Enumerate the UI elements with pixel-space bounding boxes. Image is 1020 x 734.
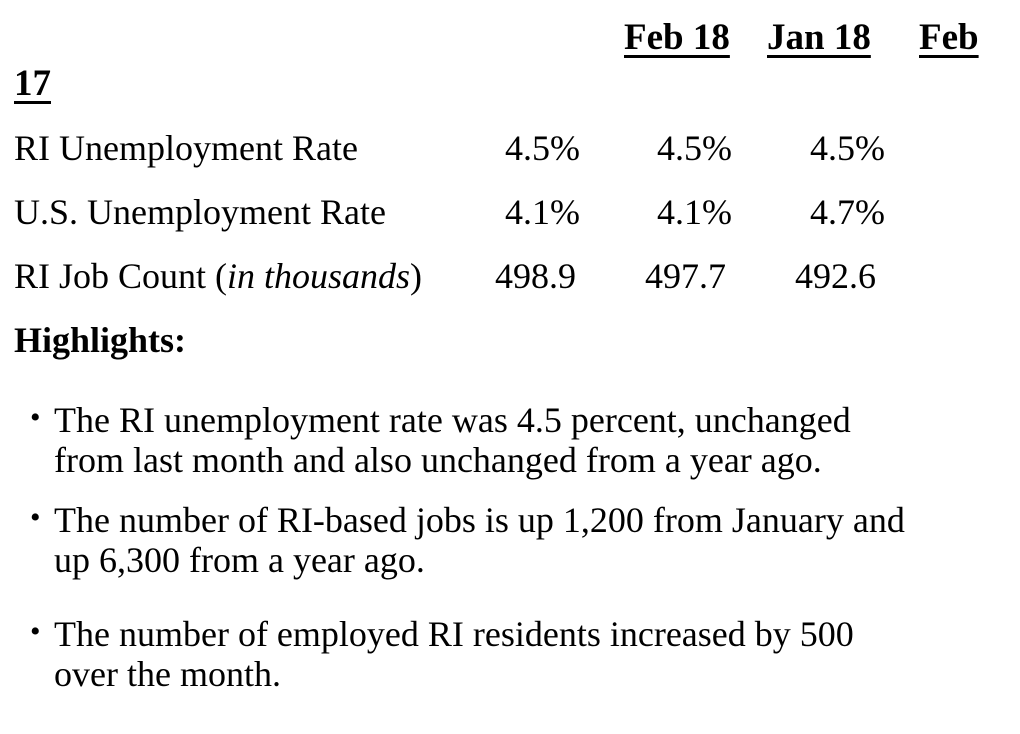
highlight-item-line: The number of RI-based jobs is up 1,200 from January and bbox=[54, 500, 905, 540]
row-label-us-unemployment: U.S. Unemployment Rate bbox=[14, 192, 386, 232]
cell-ri-unemployment-feb18: 4.5% bbox=[505, 128, 580, 168]
column-header-feb18: Feb 18 bbox=[624, 17, 730, 58]
highlight-item-text bbox=[54, 614, 1014, 694]
cell-ri-unemployment-jan18: 4.5% bbox=[657, 128, 732, 168]
highlight-item-line: The number of employed RI residents increased by 500 bbox=[54, 614, 854, 654]
highlight-item-line: over the month. bbox=[54, 654, 281, 694]
bullet-icon: • bbox=[30, 501, 41, 534]
cell-ri-unemployment-feb17: 4.5% bbox=[810, 128, 885, 168]
cell-us-unemployment-feb17: 4.7% bbox=[810, 192, 885, 232]
highlight-item-text bbox=[54, 400, 1014, 480]
row-label-ri-job-count bbox=[14, 256, 422, 296]
cell-ri-job-count-jan18: 497.7 bbox=[645, 256, 726, 296]
column-header-feb17-year: 17 bbox=[14, 63, 51, 104]
row-label-ri-unemployment: RI Unemployment Rate bbox=[14, 128, 358, 168]
highlight-item-line: The RI unemployment rate was 4.5 percent, unchanged bbox=[54, 400, 851, 440]
bullet-icon: • bbox=[30, 615, 41, 648]
highlight-item-line: from last month and also unchanged from a year ago. bbox=[54, 440, 822, 480]
cell-ri-job-count-feb17: 492.6 bbox=[795, 256, 876, 296]
row-label-ri-job-count-close: ) bbox=[410, 256, 423, 296]
column-header-jan18: Jan 18 bbox=[767, 17, 871, 58]
highlight-item-line: up 6,300 from a year ago. bbox=[54, 540, 425, 580]
row-label-ri-job-count-main: RI Job Count ( bbox=[14, 256, 228, 296]
highlights-heading: Highlights: bbox=[14, 320, 187, 360]
column-header-feb17: Feb bbox=[919, 17, 979, 58]
bullet-icon: • bbox=[30, 401, 41, 434]
row-label-ri-job-count-unit: in thousands bbox=[227, 256, 411, 296]
cell-us-unemployment-feb18: 4.1% bbox=[505, 192, 580, 232]
cell-us-unemployment-jan18: 4.1% bbox=[657, 192, 732, 232]
cell-ri-job-count-feb18: 498.9 bbox=[495, 256, 576, 296]
highlight-item-text bbox=[54, 500, 1014, 580]
